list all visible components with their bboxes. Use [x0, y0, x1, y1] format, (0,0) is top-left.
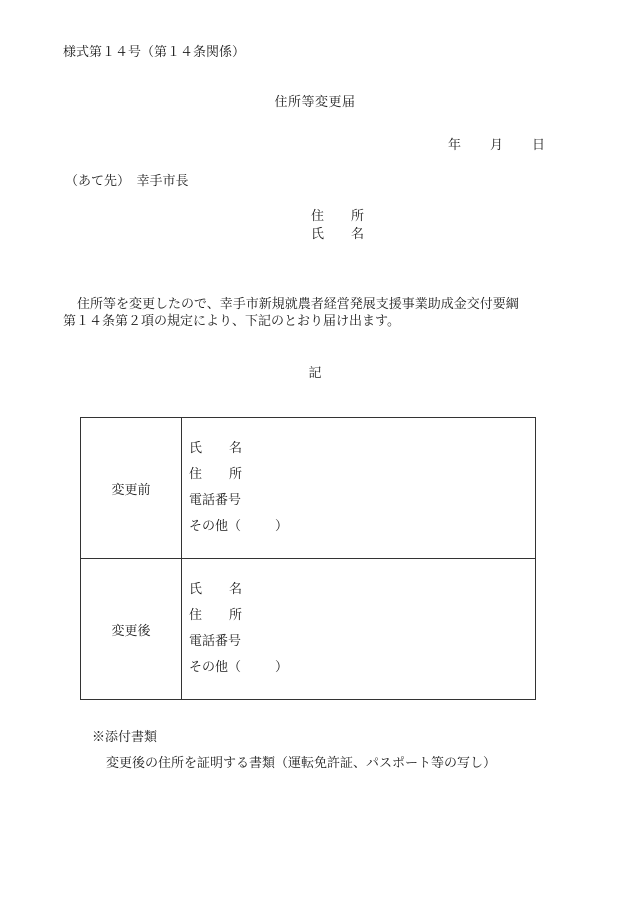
- applicant-address-row: [311, 208, 364, 226]
- before-phone-field: 電話番号: [189, 493, 242, 508]
- body-line-1: 住所等を変更したので、幸手市新規就農者経営発展支援事業助成金交付要綱: [77, 297, 519, 312]
- before-label: 変更前: [81, 418, 182, 559]
- after-other-open: その他（: [189, 660, 242, 675]
- form-number: 様式第１４号（第１４条関係）: [63, 45, 246, 60]
- before-other-field: [189, 514, 535, 540]
- before-name-label-b: 名: [229, 441, 243, 456]
- applicant-name-row: [311, 226, 364, 244]
- before-other-open: その他（: [189, 519, 242, 534]
- applicant-name-label-b: 名: [351, 227, 365, 242]
- before-name-label-a: 氏: [189, 441, 203, 456]
- attachments-heading: ※添付書類: [92, 730, 158, 745]
- attachments-item: 変更後の住所を証明する書類（運転免許証、パスポート等の写し）: [106, 756, 497, 771]
- after-name-label-b: 名: [229, 582, 243, 597]
- applicant-block: [311, 208, 364, 244]
- document-title: 住所等変更届: [274, 95, 356, 110]
- applicant-name-label-a: 氏: [311, 227, 325, 242]
- body-text: [63, 296, 563, 330]
- after-address-label-a: 住: [189, 608, 203, 623]
- before-address-field: [189, 462, 535, 488]
- after-row: [81, 559, 536, 700]
- date-line: [448, 139, 545, 152]
- after-fields: [182, 559, 536, 700]
- date-day: 日: [532, 138, 546, 153]
- after-other-field: [189, 655, 535, 681]
- after-address-label-b: 所: [229, 608, 243, 623]
- after-name-field: [189, 577, 535, 603]
- body-line-2: 第１４条第２項の規定により、下記のとおり届け出ます。: [63, 314, 400, 329]
- change-table: [80, 417, 536, 700]
- addressee: （あて先） 幸手市長: [65, 174, 189, 189]
- before-name-field: [189, 436, 535, 462]
- after-name-label-a: 氏: [189, 582, 203, 597]
- before-row: [81, 418, 536, 559]
- after-phone-field: 電話番号: [189, 634, 242, 649]
- after-other-close: ）: [275, 660, 289, 675]
- date-month: 月: [490, 138, 504, 153]
- before-other-close: ）: [275, 519, 289, 534]
- date-year: 年: [448, 138, 462, 153]
- applicant-address-label-b: 所: [351, 209, 365, 224]
- after-label: 変更後: [81, 559, 182, 700]
- ki-heading: 記: [308, 366, 322, 381]
- before-fields: [182, 418, 536, 559]
- applicant-address-label-a: 住: [311, 209, 325, 224]
- before-address-label-b: 所: [229, 467, 243, 482]
- before-address-label-a: 住: [189, 467, 203, 482]
- after-address-field: [189, 603, 535, 629]
